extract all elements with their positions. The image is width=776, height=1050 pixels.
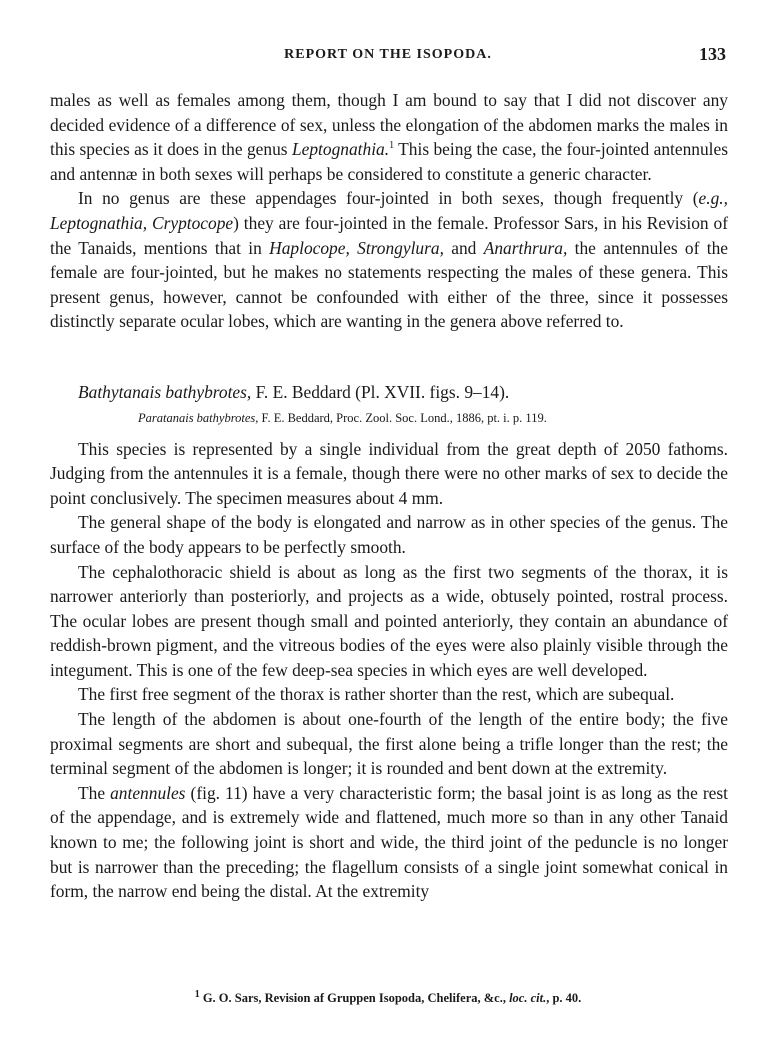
text-run: This being the case, the four-jointed antennules and antennæ in both sexes will perhaps be considered to constitute a generic character. bbox=[50, 139, 729, 184]
paragraph-thorax: The first free segment of the thorax is rather shorter than the rest, which are subequal. bbox=[78, 684, 675, 705]
text-run: and bbox=[443, 237, 484, 258]
section-spacer bbox=[50, 334, 728, 380]
species-name: Bathytanais bathybrotes, bbox=[78, 381, 252, 402]
text-run: The bbox=[78, 782, 111, 803]
paragraph-genus-comparison bbox=[50, 186, 728, 334]
paragraph-cephalothorax: The cephalothoracic shield is about as long as the first two segments of the thorax, it is narrower anteriorly than posteriorly, and projects as a wide, obtusely pointed, rostral process. The ocular lobes are present though small and pointed anteriorly, they contain an abundance of reddish-brown pigment, and the vitreous bodies of the eyes were also plainly visible through the integument. This is one of the few deep-sea species in which eyes are well developed. bbox=[50, 561, 728, 680]
species-authority: F. E. Beddard (Pl. XVII. figs. 9–14). bbox=[251, 381, 510, 402]
page-header bbox=[0, 44, 776, 68]
text-run: ) they are four-jointed in the female. Professor Sars, in his Revision of the Tanaids, mentions that in bbox=[50, 212, 728, 258]
paragraph-abdomen: The length of the abdomen is about one-fourth of the length of the entire body; the five proximal segments are short and subequal, the first alone being a trifle longer than the rest; the terminal segment of the abdomen is longer; it is rounded and bent down at the extremity. bbox=[50, 709, 728, 779]
page-body bbox=[50, 88, 728, 904]
genus-names: e.g., Leptognathia, Cryptocope bbox=[50, 188, 728, 233]
footnote-marker: 1 bbox=[194, 988, 200, 1000]
page-number: 133 bbox=[699, 44, 726, 64]
text-run: males as well as females among them, though I am bound to say that I did not discover any decided evidence of a difference of sex, unless the elongation of the abdomen marks the males in this species as it does in the genus bbox=[50, 90, 728, 160]
genus-name: Leptognathia. bbox=[291, 139, 390, 160]
species-heading bbox=[78, 380, 728, 405]
footnote-text: G. O. Sars, Revision af Gruppen Isopoda, Chelifera, &c., bbox=[199, 991, 510, 1005]
synonym-citation bbox=[138, 409, 728, 427]
running-head: REPORT ON THE ISOPODA. bbox=[284, 47, 492, 62]
paragraph-antennules bbox=[50, 781, 728, 904]
text-run: (fig. 11) have a very characteristic form; the basal joint is as long as the rest of the appendage, and is extremely wide and flattened, much more so than in any other Tanaid known to me; the following joint is short and wide, the third joint of the peduncle is no longer but is narrower than the preceding; the flagellum consists of a single joint somewhat conical in form, the narrow end being the distal. At the extremity bbox=[50, 782, 728, 902]
footnote-marker: 1 bbox=[389, 140, 395, 152]
text-run: In no genus are these appendages four-jointed in both sexes, though frequently ( bbox=[78, 188, 699, 209]
synonym-reference: F. E. Beddard, Proc. Zool. Soc. Lond., 1886, pt. i. p. 119. bbox=[258, 410, 547, 425]
paragraph-body-shape: The general shape of the body is elongated and narrow as in other species of the genus. The surface of the body appears to be perfectly smooth. bbox=[50, 512, 728, 557]
text-run: the antennules of the female are four-jointed, but he makes no statements respecting the males of these genera. This present genus, however, cannot be confounded with either of the three, since it possesses distinctly separate ocular lobes, which are wanting in the genera above referred to. bbox=[50, 237, 728, 332]
term-antennules: antennules bbox=[110, 782, 186, 803]
paragraph-continued bbox=[50, 88, 728, 186]
footnote-end: , p. 40. bbox=[546, 991, 582, 1005]
paragraph-specimen: This species is represented by a single individual from the great depth of 2050 fathoms. Judging from the antennules it is a female, though there were no other marks of sex to decide the point conclusively. The specimen measures about 4 mm. bbox=[50, 438, 728, 508]
synonym-name: Paratanais bathybrotes, bbox=[138, 410, 259, 425]
footnote-italic: loc. cit. bbox=[509, 991, 547, 1005]
genus-names: Haplocope, Strongylura, bbox=[269, 237, 444, 258]
genus-name: Anarthrura, bbox=[483, 237, 568, 258]
footnote bbox=[0, 988, 776, 1006]
